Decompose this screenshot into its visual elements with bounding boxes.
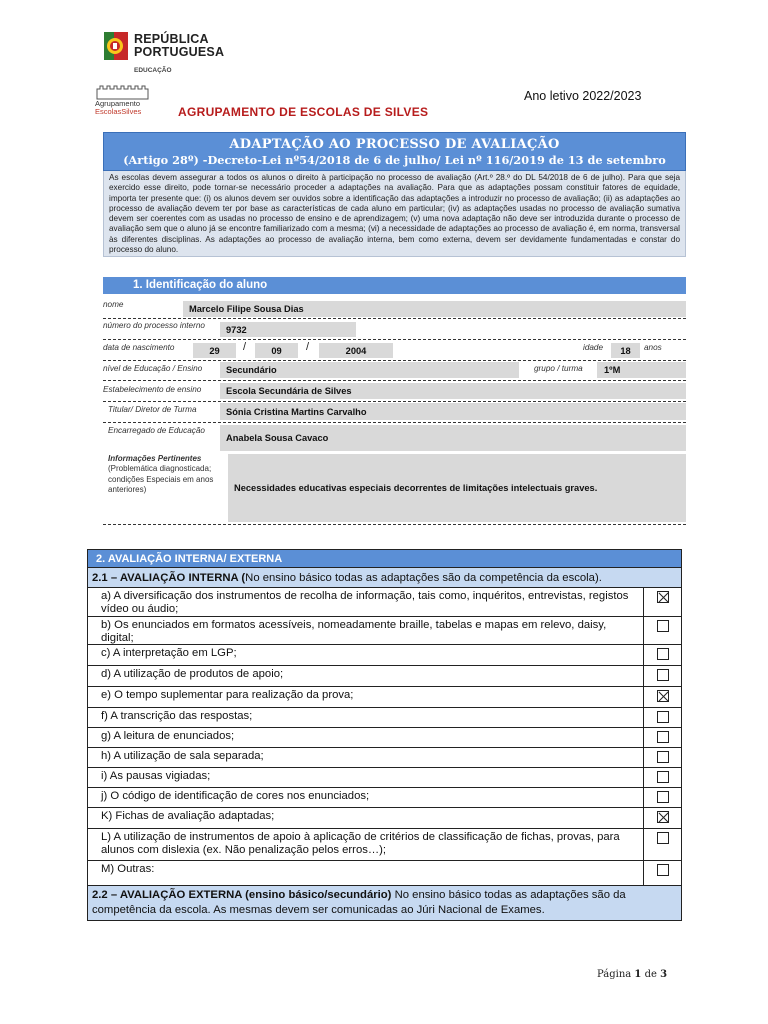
- item-label: i) As pausas vigiadas;: [88, 768, 644, 787]
- item-row-g: [88, 728, 681, 748]
- label-anos: anos: [644, 343, 662, 352]
- checkbox-b[interactable]: [657, 620, 669, 632]
- item-label: L) A utilização de instrumentos de apoio à aplicação de critérios de classificação de fichas, provas, para alunos com dislexia (ex. Não penalização pelos erros…);: [88, 829, 644, 860]
- section2-2-note: No ensino básico todas as adaptações são da competência da escola. As mesmas devem ser comunicadas ao Júri Nacional de Exames.: [92, 889, 626, 916]
- rp-subtitle: EDUCAÇÃO: [134, 67, 172, 74]
- label-info-title: Informações Pertinentes: [108, 454, 202, 463]
- item-label: h) A utilização de sala separada;: [88, 748, 644, 767]
- item-row-l: [88, 829, 681, 861]
- checkbox-c[interactable]: [657, 648, 669, 660]
- item-row-j: [88, 788, 681, 808]
- item-row-e: [88, 687, 681, 708]
- item-label: g) A leitura de enunciados;: [88, 728, 644, 747]
- label-nome: nome: [103, 300, 124, 309]
- divider: [103, 380, 686, 381]
- school-group-title: AGRUPAMENTO DE ESCOLAS DE SILVES: [178, 105, 429, 119]
- item-label: j) O código de identificação de cores nos enunciados;: [88, 788, 644, 807]
- item-label: c) A interpretação em LGP;: [88, 645, 644, 665]
- divider: [103, 401, 686, 402]
- rp-line1: REPÚBLICA: [134, 32, 209, 46]
- item-row-a: [88, 588, 681, 617]
- item-row-k: [88, 808, 681, 829]
- field-ano[interactable]: 2004: [319, 343, 393, 358]
- page-prefix: Página: [597, 969, 635, 980]
- intro-text: As escolas devem assegurar a todos os alunos o direito à participação no processo de avaliação (Art.º 28.º do DL 54/2018 de 6 de julho). Para que seja exercido esse direito, pode tornar-se necessário proceder a adaptações na avaliação. Para que as adaptações possam constituir fatores de equidade, importa ter presente que: (i) os alunos devem ser ouvidos sobre a identificação das adaptações a introduzir no processo de avaliação; (ii) as adaptações ao processo de avaliação devem ter por base as características de cada aluno em particular; (iv) as adaptações usadas no processo de avaliação sumativa devem ser coerentes com as usadas no processo de ensino e de aprendizagem; (v) uma nova adaptação não deve ser introduzida durante o processo de avaliação sem que o aluno já se encontre familiarizado com a mesma; (vi) a necessidade de adaptações ao processo de avaliação é, em norma, transversal às diferentes disciplinas. As adaptações ao processo de avaliação interna, bem como externa, devem ser devidamente fundamentadas e constar do processo do aluno.: [103, 171, 686, 257]
- item-row-h: [88, 748, 681, 768]
- rp-line2: PORTUGUESA: [134, 45, 225, 59]
- field-processo[interactable]: 9732: [220, 322, 356, 337]
- section2-2-title: 2.2 – AVALIAÇÃO EXTERNA (ensino básico/secundário): [92, 889, 392, 901]
- label-nascimento: data de nascimento: [103, 343, 175, 352]
- checkbox-m[interactable]: [657, 864, 669, 876]
- item-row-b: [88, 617, 681, 645]
- field-grupo[interactable]: 1ºM: [597, 362, 686, 378]
- section1-header: 1. Identificação do aluno: [103, 277, 686, 294]
- page-middle: de: [641, 969, 661, 980]
- checkbox-h[interactable]: [657, 751, 669, 763]
- divider: [103, 422, 686, 423]
- item-row-i: [88, 768, 681, 788]
- section2-header: 2. AVALIAÇÃO INTERNA/ EXTERNA: [88, 550, 681, 568]
- label-info-desc: (Problemática diagnosticada; condições Especiais em anos anteriores): [108, 464, 214, 494]
- item-label: M) Outras:: [88, 861, 644, 885]
- section2-1-note: No ensino básico todas as adaptações são da competência da escola).: [245, 572, 602, 584]
- checkbox-g[interactable]: [657, 731, 669, 743]
- checkbox-l[interactable]: [657, 832, 669, 844]
- divider: [103, 360, 686, 361]
- document-subtitle: (Artigo 28º) -Decreto-Lei nº54/2018 de 6 de julho/ Lei nº 116/2019 de 13 de setembro: [123, 153, 666, 167]
- item-row-c: [88, 645, 681, 666]
- document-title: ADAPTAÇÃO AO PROCESSO DE AVALIAÇÃO: [229, 137, 560, 152]
- field-estabelecimento[interactable]: Escola Secundária de Silves: [220, 383, 686, 399]
- item-label: b) Os enunciados em formatos acessíveis, nomeadamente braille, tabelas e mapas em relevo, daisy, digital;: [88, 617, 644, 644]
- item-label: d) A utilização de produtos de apoio;: [88, 666, 644, 686]
- item-label: a) A diversificação dos instrumentos de recolha de informação, tais como, inquéritos, entrevistas, registos vídeo ou áudio;: [88, 588, 644, 616]
- page-total: 3: [660, 969, 668, 980]
- checkbox-i[interactable]: [657, 771, 669, 783]
- field-informacoes[interactable]: Necessidades educativas especiais decorrentes de limitações intelectuais graves.: [228, 454, 686, 522]
- divider: [103, 524, 686, 525]
- field-nome[interactable]: Marcelo Filipe Sousa Dias: [183, 301, 686, 317]
- ag-logo-line2: EscolasSilves: [95, 107, 142, 116]
- checkbox-f[interactable]: [657, 711, 669, 723]
- item-label: e) O tempo suplementar para realização da prova;: [88, 687, 644, 707]
- divider: [103, 339, 686, 340]
- item-row-f: [88, 708, 681, 728]
- document-title-box: [103, 132, 686, 171]
- date-separator: /: [243, 341, 247, 353]
- republica-portuguesa-logo: [104, 30, 234, 78]
- label-encarregado: Encarregado de Educação: [108, 426, 205, 435]
- castle-icon: [95, 83, 155, 100]
- label-nivel: nível de Educação / Ensino: [103, 364, 203, 373]
- checkbox-a[interactable]: [657, 591, 669, 603]
- field-titular[interactable]: Sónia Cristina Martins Carvalho: [220, 403, 686, 420]
- section2-2-header: [88, 886, 681, 920]
- checkbox-k[interactable]: [657, 811, 669, 823]
- item-label: f) A transcrição das respostas;: [88, 708, 644, 727]
- section2-1-title: 2.1 – AVALIAÇÃO INTERNA (: [92, 572, 246, 584]
- page-number: [597, 969, 667, 980]
- agrupamento-logo: [95, 83, 175, 119]
- divider: [103, 318, 686, 319]
- portuguese-emblem-icon: [104, 30, 130, 62]
- label-processo: número do processo interno: [103, 321, 205, 330]
- label-idade: idade: [583, 343, 604, 352]
- section2-1-header: [88, 568, 681, 588]
- label-grupo: grupo / turma: [534, 364, 583, 373]
- field-mes[interactable]: 09: [255, 343, 298, 358]
- checkbox-e[interactable]: [657, 690, 669, 702]
- label-informacoes: [108, 454, 228, 495]
- item-row-d: [88, 666, 681, 687]
- field-dia[interactable]: 29: [193, 343, 236, 358]
- field-nivel[interactable]: Secundário: [220, 362, 519, 378]
- checkbox-d[interactable]: [657, 669, 669, 681]
- field-idade[interactable]: 18: [611, 343, 640, 358]
- item-label: K) Fichas de avaliação adaptadas;: [88, 808, 644, 828]
- label-estabelecimento: Estabelecimento de ensino: [103, 385, 202, 394]
- section2-table: [87, 549, 682, 921]
- date-separator: /: [306, 341, 310, 353]
- school-year: Ano letivo 2022/2023: [524, 89, 642, 103]
- checkbox-j[interactable]: [657, 791, 669, 803]
- field-encarregado[interactable]: Anabela Sousa Cavaco: [220, 425, 686, 451]
- ag-logo-line1: Agrupamento: [95, 99, 141, 108]
- item-row-m: [88, 861, 681, 886]
- label-titular: Titular/ Diretor de Turma: [108, 405, 197, 414]
- page-current: 1: [634, 969, 642, 980]
